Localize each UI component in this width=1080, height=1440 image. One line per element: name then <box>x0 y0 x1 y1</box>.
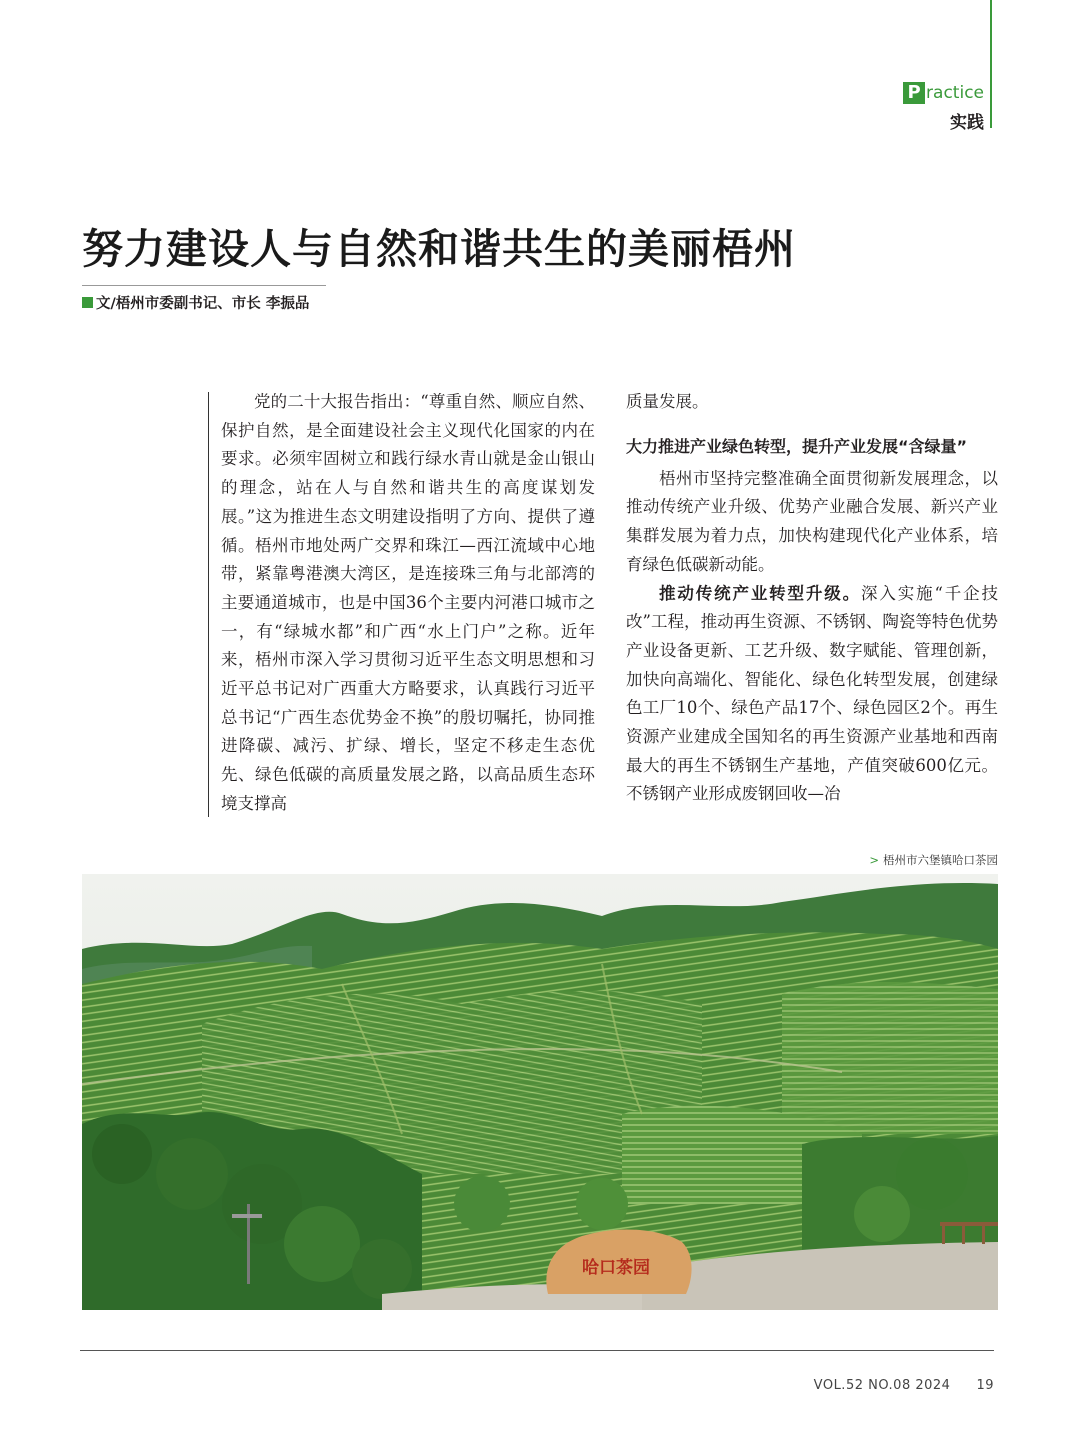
section-tag-cn: 实践 <box>950 113 984 133</box>
right-column <box>626 388 998 809</box>
section-tag-initial: P <box>903 82 925 104</box>
footer-rule <box>80 1350 994 1351</box>
byline-rule <box>82 285 326 286</box>
section-tag-rest: ractice <box>926 83 984 103</box>
right-paragraph-2-text: 深入实施“千企技改”工程，推动再生资源、不锈钢、陶瓷等特色优势产业设备更新、工艺升级、数字赋能、管理创新，加快向高端化、智能化、绿色化转型发展，创建绿色工厂10个、绿色产品17个、绿色园区2个。再生资源产业建成全国知名的再生资源产业基地和西南最大的再生不锈钢生产基地，产值突破600亿元。不锈钢产业形成废钢回收—冶 <box>626 583 999 804</box>
photo-caption <box>869 852 998 868</box>
caption-text: 梧州市六堡镇哈口茶园 <box>883 853 998 867</box>
column-divider <box>208 392 209 817</box>
byline-square-icon <box>82 297 93 308</box>
footer <box>814 1378 994 1393</box>
left-paragraph-1: 党的二十大报告指出：“尊重自然、顺应自然、保护自然，是全面建设社会主义现代化国家的内在要求。必须牢固树立和践行绿水青山就是金山银山的理念，站在人与自然和谐共生的高度谋划发展。”这为推进生态文明建设指明了方向、提供了遵循。梧州市地处两广交界和珠江—西江流域中心地带，紧靠粤港澳大湾区，是连接珠三角与北部湾的主要通道城市，也是中国36个主要内河港口城市之一，有“绿城水都”和广西“水上门户”之称。近年来，梧州市深入学习贯彻习近平生态文明思想和习近平总书记对广西重大方略要求，认真践行习近平总书记“广西生态优势金不换”的殷切嘱托，协同推进降碳、减污、扩绿、增长，坚定不移走生态优先、绿色低碳的高质量发展之路，以高品质生态环境支撑高 <box>221 392 595 813</box>
section-tag-en <box>903 80 984 106</box>
issue-number: VOL.52 NO.08 2024 <box>813 1378 951 1393</box>
right-paragraph-2 <box>626 580 998 810</box>
right-paragraph-2-lead: 推动传统产业转型升级。 <box>659 583 862 603</box>
tea-garden-photo <box>82 874 998 1310</box>
byline <box>82 292 309 313</box>
section-tag <box>903 80 984 133</box>
rock-inscription: 哈口茶园 <box>582 1258 650 1278</box>
left-column <box>221 388 595 819</box>
right-paragraph-1: 梧州市坚持完整准确全面贯彻新发展理念，以推动传统产业升级、优势产业融合发展、新兴产业集群发展为着力点，加快构建现代化产业体系，培育绿色低碳新动能。 <box>626 468 998 574</box>
caption-arrow-icon: > <box>869 853 879 867</box>
section-rule <box>990 0 992 128</box>
article-title: 努力建设人与自然和谐共生的美丽梧州 <box>82 225 796 273</box>
page-number: 19 <box>976 1378 994 1393</box>
section-heading: 大力推进产业绿色转型，提升产业发展“含绿量” <box>626 436 968 456</box>
byline-text: 文/梧州市委副书记、市长 李振品 <box>96 296 310 312</box>
right-continuation: 质量发展。 <box>626 392 709 411</box>
